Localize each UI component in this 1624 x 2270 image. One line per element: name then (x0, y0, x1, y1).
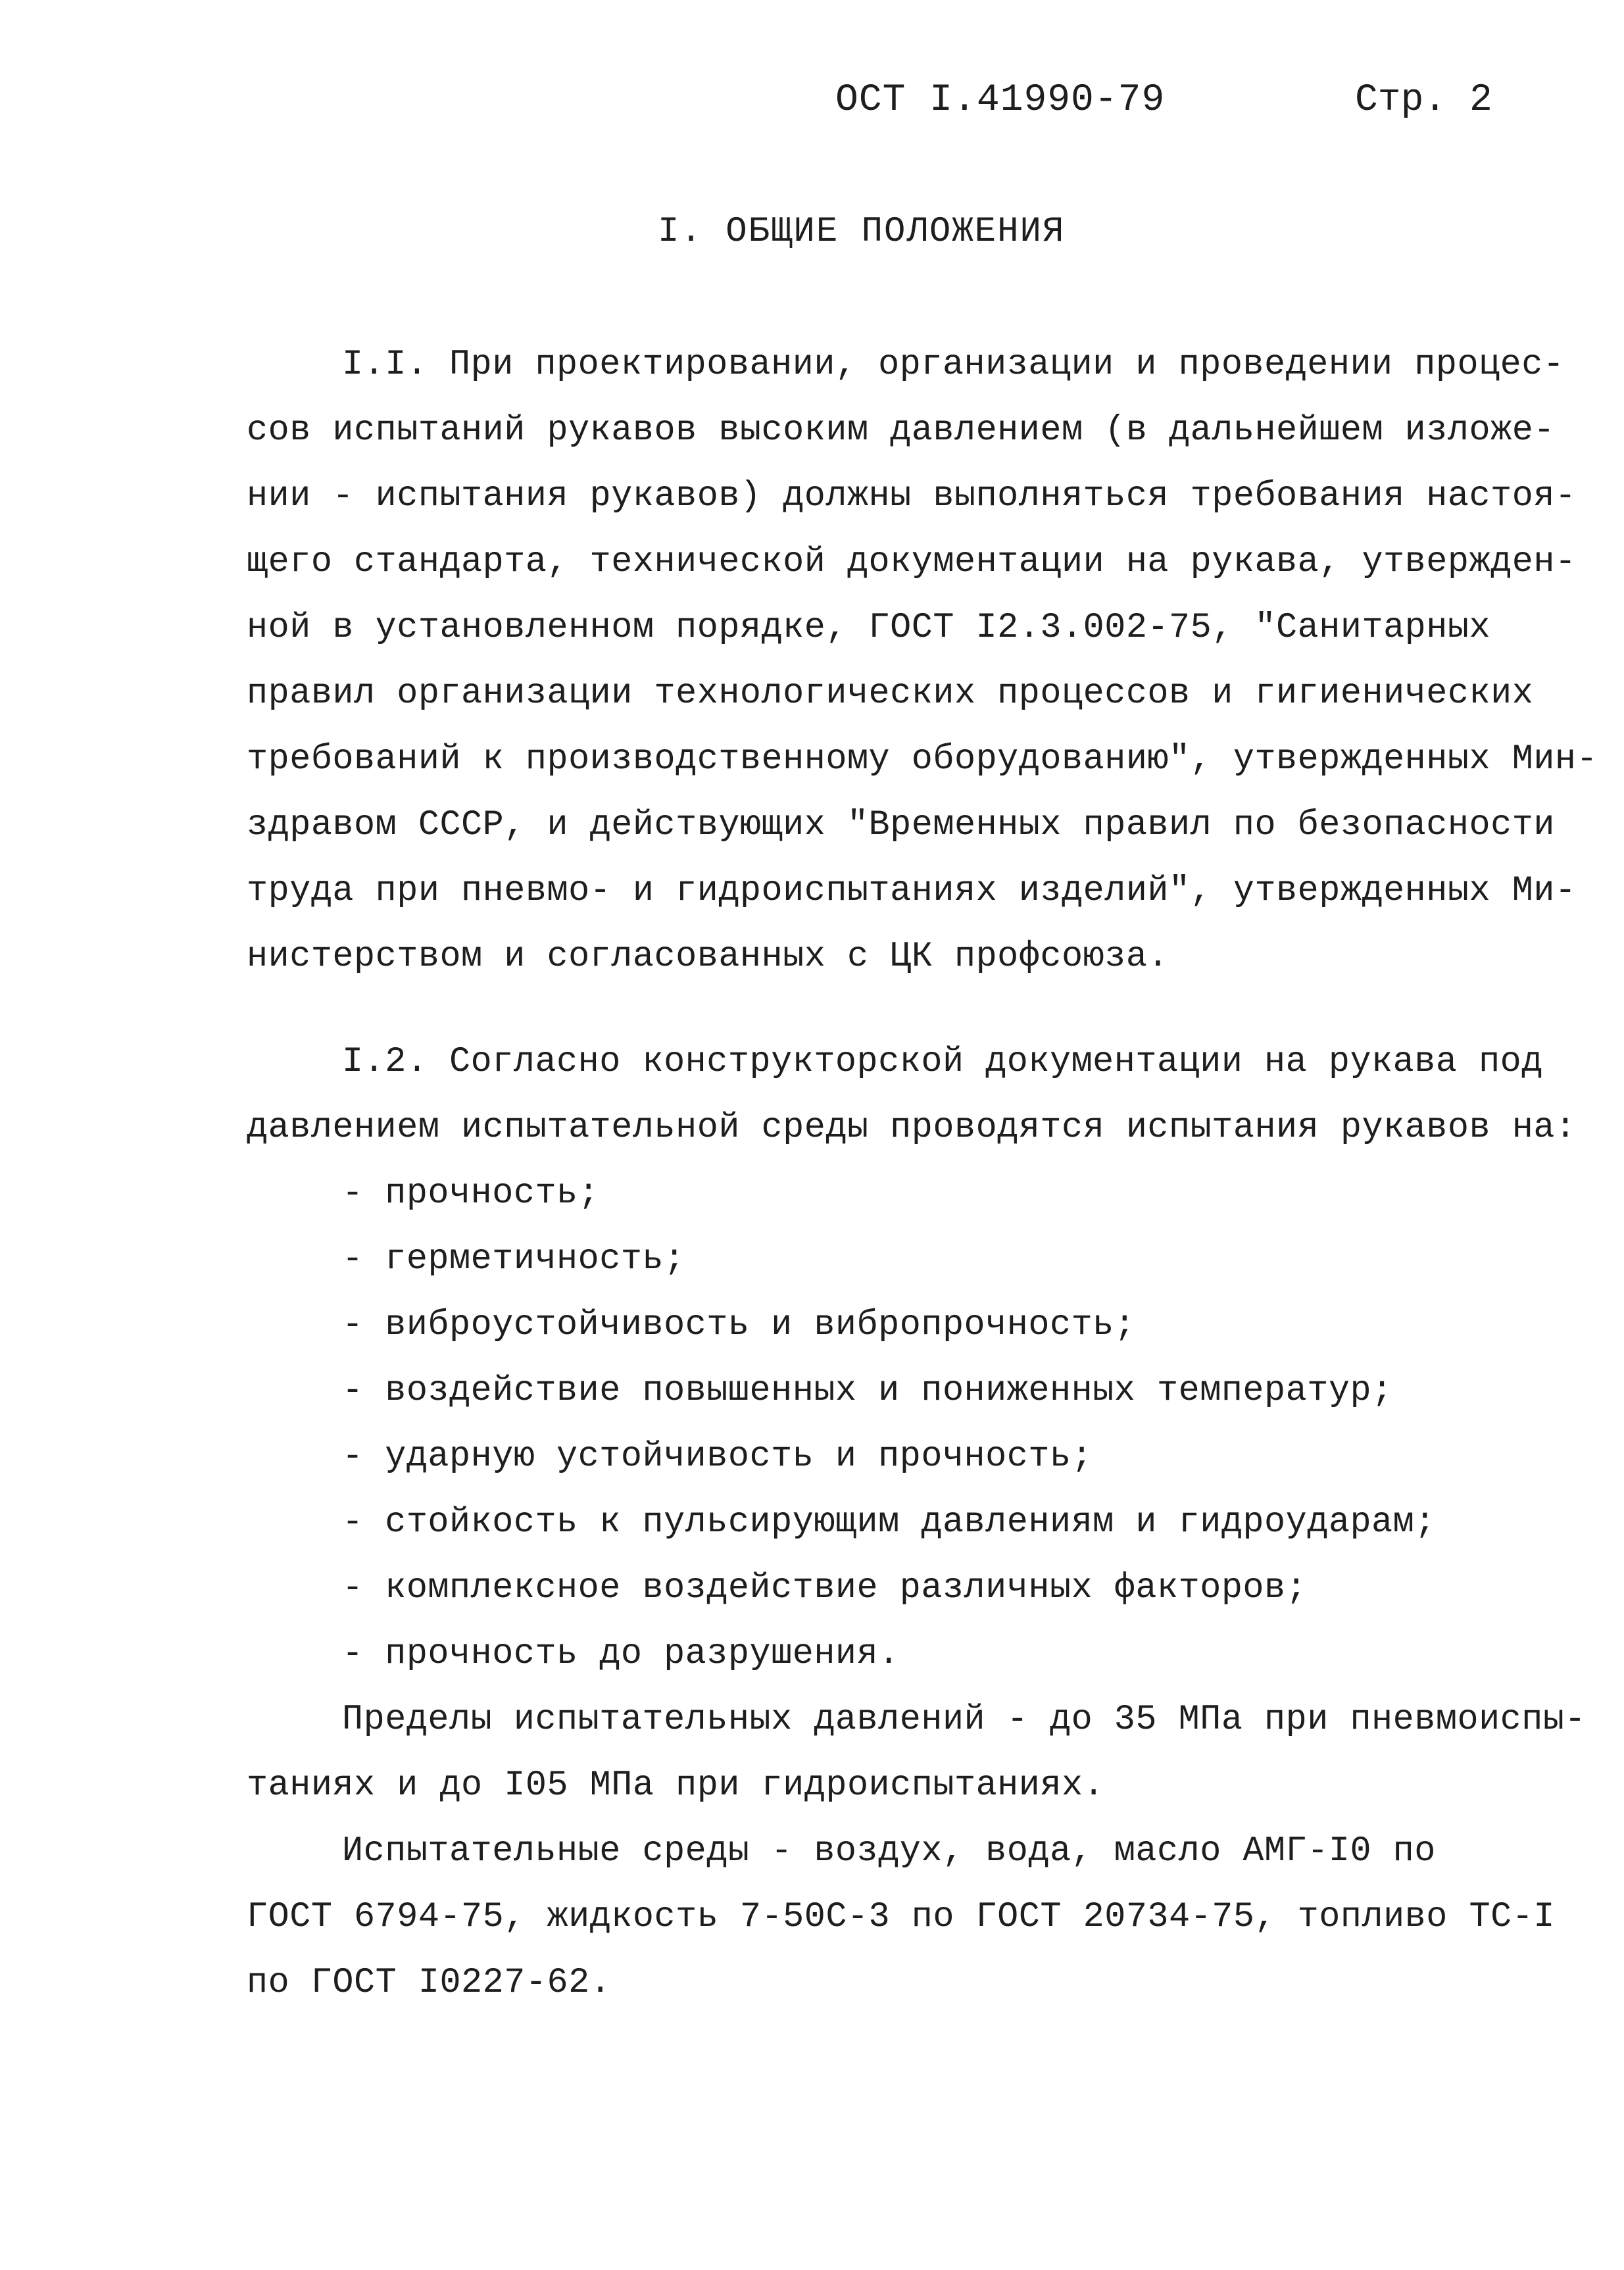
pressure-limits-line-1: Пределы испытательных давлений - до 35 МПа при пневмоиспы- (342, 1700, 1587, 1740)
paragraph-1-line-2: сов испытаний рукавов высоким давлением (в дальнейшем изложе- (247, 410, 1555, 451)
paragraph-1-line-3: нии - испытания рукавов) должны выполняться требования настоя- (247, 476, 1577, 516)
paragraph-1-line-8: здравом СССР, и действующих "Временных правил по безопасности (247, 805, 1555, 845)
section-title: I. ОБЩИЕ ПОЛОЖЕНИЯ (658, 212, 1066, 252)
paragraph-1-line-5: ной в установленном порядке, ГОСТ I2.3.002-75, "Санитарных (247, 608, 1491, 648)
paragraph-1-line-6: правил организации технологических процессов и гигиенических (247, 674, 1534, 714)
paragraph-2-line-1: I.2. Согласно конструкторской документации на рукава под (342, 1042, 1543, 1082)
paragraph-1-line-9: труда при пневмо- и гидроиспытаниях изделий", утвержденных Ми- (247, 871, 1577, 911)
list-item: - ударную устойчивость и прочность; (342, 1437, 1093, 1477)
page-number: Стр. 2 (1355, 79, 1492, 122)
paragraph-1-line-1: I.I. При проектировании, организации и проведении процес- (342, 345, 1565, 385)
paragraph-1-line-7: требований к производственному оборудованию", утвержденных Мин- (247, 739, 1598, 779)
test-media-line-3: по ГОСТ I0227-62. (247, 1963, 612, 2003)
paragraph-2-line-2: давлением испытательной среды проводятся испытания рукавов на: (247, 1108, 1577, 1148)
pressure-limits-line-2: таниях и до I05 МПа при гидроиспытаниях. (247, 1765, 1105, 1806)
test-media-line-2: ГОСТ 6794-75, жидкость 7-50С-3 по ГОСТ 20734-75, топливо ТС-I (247, 1897, 1555, 1937)
paragraph-1-line-4: щего стандарта, технической документации на рукава, утвержден- (247, 542, 1577, 582)
test-media-line-1: Испытательные среды - воздух, вода, масло АМГ-I0 по (342, 1831, 1436, 1871)
list-item: - комплексное воздействие различных факторов; (342, 1568, 1308, 1608)
paragraph-1-line-10: нистерством и согласованных с ЦК профсоюза. (247, 937, 1169, 977)
list-item: - прочность до разрушения. (342, 1634, 900, 1674)
list-item: - герметичность; (342, 1239, 685, 1279)
list-item: - стойкость к пульсирующим давлениям и гидроударам; (342, 1502, 1436, 1542)
list-item: - виброустойчивость и вибропрочность; (342, 1305, 1136, 1345)
list-item: - воздействие повышенных и пониженных температур; (342, 1371, 1393, 1411)
list-item: - прочность; (342, 1173, 600, 1214)
document-code: ОСТ I.41990-79 (835, 79, 1166, 122)
